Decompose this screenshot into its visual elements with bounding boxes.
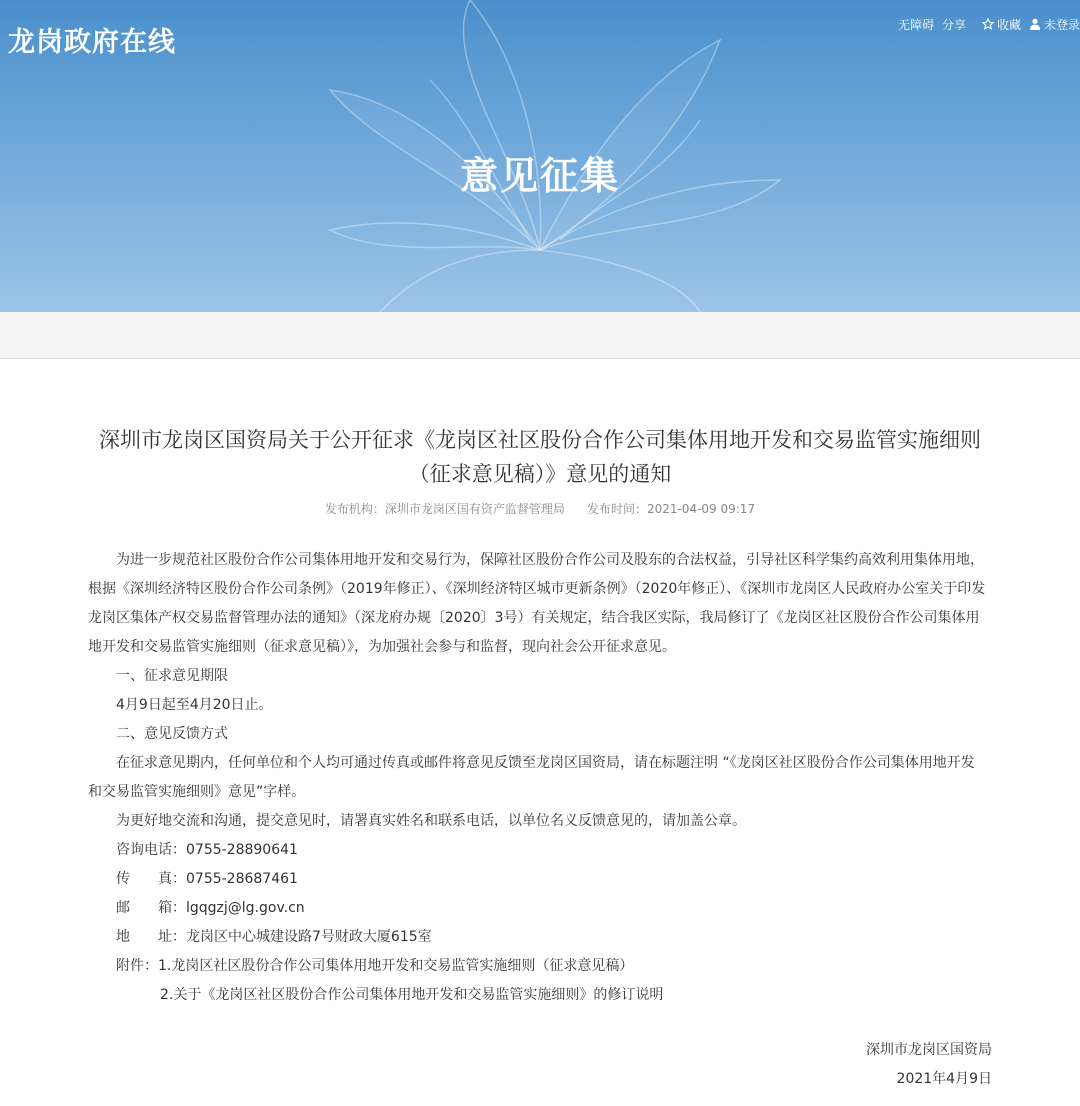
contact-email: 邮 箱：lgqgzj@lg.gov.cn: [116, 900, 305, 916]
accessibility-link[interactable]: 无障碍: [897, 17, 934, 32]
article-meta: [0, 500, 1080, 517]
section-2-title: 二、意见反馈方式: [116, 726, 228, 742]
breadcrumb-band: [0, 312, 1080, 359]
login-label: 未登录: [1043, 17, 1080, 32]
signature-org: 深圳市龙岗区国资局: [866, 1042, 992, 1058]
contact-fax: 传 真：0755-28687461: [116, 871, 298, 887]
article: [0, 359, 1080, 1106]
intro-paragraph: 为进一步规范社区股份合作公司集体用地开发和交易行为，保障社区股份合作公司及股东的合法权益，引导社区科学集约高效利用集体用地，根据《深圳经济特区股份合作公司条例》（2019年修正）、《深圳经济特区城市更新条例》（2020年修正）、《深圳市龙岗区人民政府办公室关于印发龙岗区集体产权交易监督管理办法的通知》（深龙府办规〔2020〕3号）有关规定，结合我区实际，我局修订了《龙岗区社区股份合作公司集体用地开发和交易监管实施细则（征求意见稿）》，为加强社会参与和监督，现向社会公开征求意见。: [88, 552, 986, 655]
top-links: [898, 14, 1080, 34]
section-2-body-2: 为更好地交流和沟通，提交意见时，请署真实姓名和联系电话，以单位名义反馈意见的，请加盖公章。: [116, 813, 746, 829]
section-1-title: 一、征求意见期限: [116, 668, 228, 684]
publish-time: 发布时间：2021-04-09 09:17: [586, 502, 756, 516]
login-link[interactable]: [1029, 16, 1080, 33]
signature-date: 2021年4月9日: [896, 1071, 992, 1087]
publisher: 发布机构：深圳市龙岗区国有资产监督管理局: [324, 502, 565, 516]
attachment-2-link[interactable]: 2.关于《龙岗区社区股份合作公司集体用地开发和交易监管实施细则》的修订说明: [160, 987, 664, 1003]
user-icon: [1029, 18, 1041, 30]
favorite-label: 收藏: [996, 17, 1021, 32]
section-1-body: 4月9日起至4月20日止。: [116, 697, 273, 713]
contact-address: 地 址：龙岗区中心城建设路7号财政大厦615室: [116, 929, 432, 945]
share-link[interactable]: 分享: [941, 17, 966, 32]
attachment-1-link[interactable]: 附件：1.龙岗区社区股份合作公司集体用地开发和交易监管实施细则（征求意见稿）: [116, 958, 634, 974]
section-2-body-1: 在征求意见期内，任何单位和个人均可通过传真或邮件将意见反馈至龙岗区国资局，请在标题注明 “《龙岗区社区股份合作公司集体用地开发和交易监管实施细则》意见”字样。: [88, 755, 975, 800]
contact-phone: 咨询电话：0755-28890641: [116, 842, 298, 858]
banner-heading: 意见征集: [459, 154, 620, 198]
signature: [866, 1036, 992, 1094]
star-outline-icon: [982, 18, 994, 30]
article-body: [88, 546, 988, 1010]
favorite-link[interactable]: [982, 16, 1021, 33]
article-title: 深圳市龙岗区国资局关于公开征求《龙岗区社区股份合作公司集体用地开发和交易监管实施细则（征求意见稿）》意见的通知: [99, 428, 981, 486]
page-banner: [0, 0, 1080, 312]
site-title[interactable]: 龙岗政府在线: [8, 27, 176, 58]
